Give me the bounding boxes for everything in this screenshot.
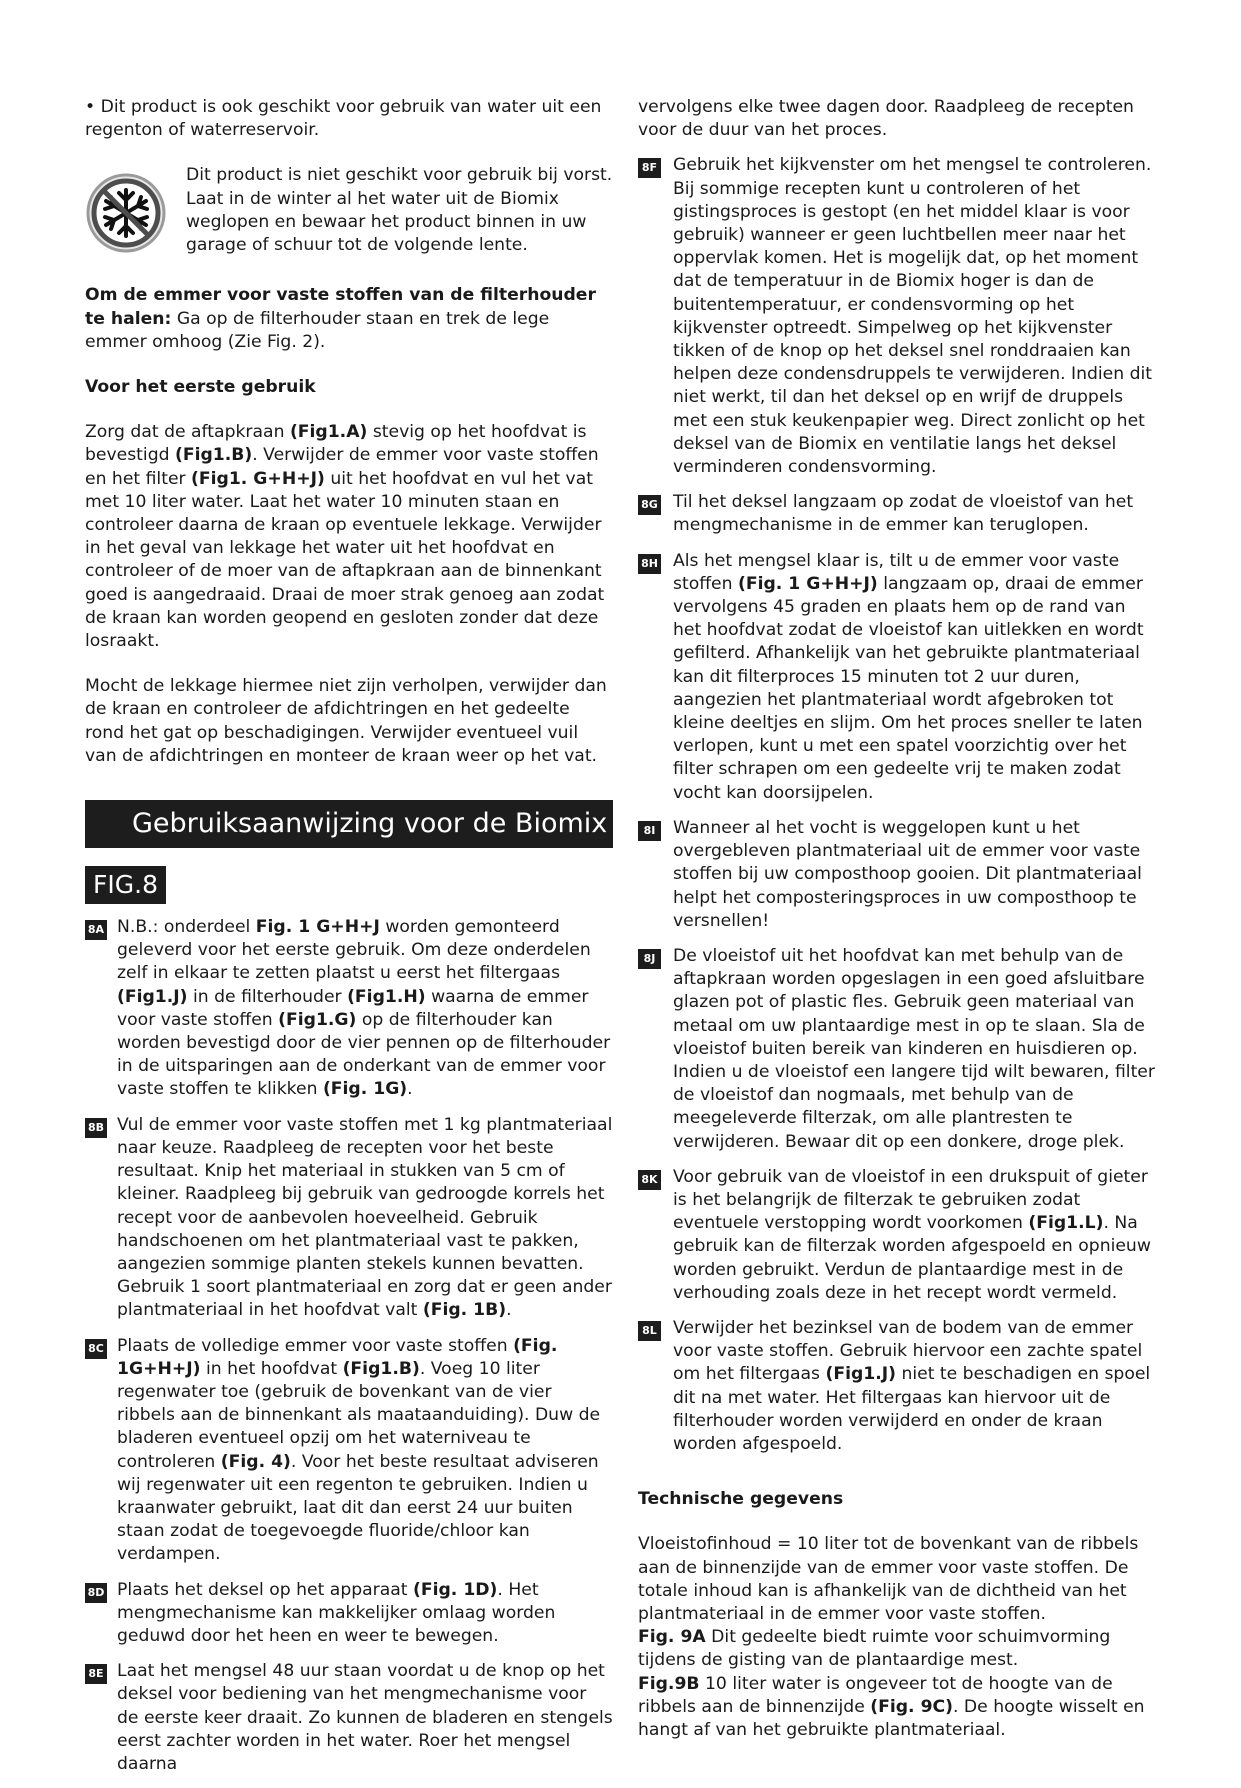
- step-text: [673, 550, 1158, 805]
- bold-reference: (Fig1.J): [825, 1364, 896, 1385]
- step-text: [673, 154, 1158, 479]
- text-run: Zorg dat de aftapkraan: [85, 422, 290, 443]
- bold-reference: (Fig1.L): [1028, 1213, 1104, 1234]
- remove-bucket-text: Ga op de filterhouder staan en trek de lege emmer omhoog (Zie Fig. 2).: [85, 308, 550, 352]
- text-run: Wanneer al het vocht is weggelopen kunt u het overgebleven plantmateriaal uit de emmer voor vaste stoffen bij uw composthoop gooien. Dit plantmateriaal helpt het composteringsproces in uw composthoop te versnellen!: [673, 817, 1142, 931]
- first-use-paragraph-1: [85, 421, 613, 653]
- remove-bucket-paragraph: [85, 284, 613, 354]
- bold-reference: (Fig. 9C): [870, 1696, 953, 1717]
- left-column: [85, 96, 613, 1788]
- text-run: in het hoofdvat: [200, 1358, 343, 1379]
- bold-reference: (Fig1.B): [174, 445, 253, 466]
- tech-paragraph: [638, 1533, 1158, 1742]
- bold-reference: (Fig. 1B): [422, 1300, 507, 1321]
- step-label-badge: 8B: [85, 1118, 107, 1138]
- step-text: [117, 1114, 613, 1323]
- step-label-badge: 8J: [638, 949, 661, 969]
- step-8c: [85, 1335, 613, 1567]
- text-run: . De hoogte wisselt en hangt af van het gebruikte plantmateriaal.: [638, 1696, 1145, 1740]
- right-column: [638, 96, 1158, 1742]
- step-text: [117, 1660, 613, 1776]
- continuation-text: vervolgens elke twee dagen door. Raadpleeg de recepten voor de duur van het proces.: [638, 97, 1134, 141]
- text-run: .: [506, 1300, 512, 1321]
- intro-bullet: • Dit product is ook geschikt voor gebruik van water uit een regenton of waterreservoir.: [85, 97, 602, 141]
- text-run: worden gemonteerd geleverd voor het eerste gebruik. Om deze onderdelen zelf in elkaar te zetten plaatst u eerst het filtergaas: [117, 917, 591, 984]
- text-run: .: [407, 1079, 413, 1100]
- tech-heading: Technische gegevens: [638, 1489, 844, 1510]
- text-run: stevig op het hoofdvat is bevestigd: [85, 422, 587, 466]
- step-text: [117, 916, 613, 1102]
- text-run: Gebruik het kijkvenster om het mengsel te controleren. Bij sommige recepten kunt u controleren of het gistingsproces is gestopt (en het middel klaar is voor gebruik) wanneer er geen luchtbellen meer naar het oppervlak komen. Het is mogelijk dat, op het moment dat de temperatuur in de Biomix hoger is dan de buitentemperatuur, er condensvorming op het kijkvenster optreedt. Simpelweg op het kijkvenster tikken of de knop op het deksel snel ronddraaien kan helpen deze condensdruppels te verwijderen. Indien dit niet werkt, til dan het deksel op en wrijf de druppels met een stuk keukenpapier weg. Direct zonlicht op het deksel van de Biomix en ventilatie langs het deksel verminderen condensvorming.: [673, 155, 1153, 478]
- text-run: in de filterhouder: [187, 986, 348, 1007]
- fig-label: FIG.8: [85, 866, 166, 904]
- bold-reference: (Fig. 1G+H+J): [117, 1335, 558, 1379]
- step-8d: [85, 1579, 613, 1649]
- bold-reference: (Fig1.H): [347, 986, 426, 1007]
- step-8j: [638, 945, 1158, 1154]
- text-run: . Na gebruik kan de filterzak worden afgespoeld en opnieuw worden gebruikt. Verdun de plantaardige mest in de verhouding zoals deze in het recept wordt vermeld.: [673, 1213, 1151, 1303]
- remove-bucket-bold: Om de emmer voor vaste stoffen van de filterhouder te halen:: [85, 285, 596, 329]
- text-run: De vloeistof uit het hoofdvat kan met behulp van de aftapkraan worden opgeslagen in een goed afsluitbare glazen pot of plastic fles. Gebruik geen materiaal van metaal om uw plantaardige mest in op te slaan. Sla de vloeistof buiten bereik van kinderen en huisdieren op. Indien u de vloeistof een langere tijd wilt bewaren, filter de vloeistof dan nogmaals, met behulp van de meegeleverde filterzak, om alle plantresten te verwijderen. Bewaar dit op een donkere, droge plek.: [673, 945, 1155, 1152]
- step-label-badge: 8F: [638, 158, 661, 178]
- step-text: [673, 491, 1158, 537]
- step-8i: [638, 817, 1158, 933]
- bold-reference: (Fig. 1 G+H+J): [737, 573, 878, 594]
- text-run: . Voeg 10 liter regenwater toe (gebruik de bovenkant van de vier ribbels aan de binnenkant als maataanduiding). Duw de bladeren eventueel opzij om het waterniveau te controleren: [117, 1358, 601, 1472]
- text-run: Vloeistofinhoud = 10 liter tot de bovenkant van de ribbels aan de binnenzijde van de emmer voor vaste stoffen. De totale inhoud kan is afhankelijk van de dichtheid van het plantmateriaal in de emmer voor vaste stoffen.: [638, 1534, 1139, 1624]
- bold-reference: (Fig1.J): [117, 986, 188, 1007]
- frost-warning: [85, 164, 613, 260]
- step-8k: [638, 1166, 1158, 1305]
- text-run: 10 liter water is ongeveer tot de hoogte van de ribbels aan de binnenzijde: [638, 1673, 1113, 1717]
- bold-reference: (Fig1. G+H+J): [191, 468, 325, 489]
- text-run: Laat het mengsel 48 uur staan voordat u de knop op het deksel voor bediening van het mengmechanisme voor de eerste keer draait. Zo kunnen de bladeren en stengels eerst zachter worden in het water. Roer het mengsel daarna: [117, 1661, 613, 1774]
- text-run: Plaats de volledige emmer voor vaste stoffen: [117, 1335, 514, 1356]
- bold-reference: (Fig. 1D): [413, 1579, 498, 1600]
- step-text: [117, 1335, 613, 1567]
- section-banner: Gebruiksaanwijzing voor de Biomix: [85, 800, 613, 848]
- step-text: [673, 1317, 1158, 1456]
- bold-reference: Fig. 9A: [638, 1627, 706, 1648]
- step-label-badge: 8H: [638, 554, 661, 574]
- step-8a: [85, 916, 613, 1102]
- text-run: uit het hoofdvat en vul het vat met 10 liter water. Laat het water 10 minuten staan en controleer daarna de kraan op eventuele lekkage. Verwijder in het geval van lekkage het water uit het hoofdvat en controleer of de moer van de aftapkraan aan de binnenkant goed is aangedraaid. Draai de moer strak genoeg aan zodat de kraan kan worden geopend en gesloten zonder dat deze losraakt.: [85, 468, 605, 652]
- text-run: . Het mengmechanisme kan makkelijker omlaag worden geduwd door het heen en weer te bewegen.: [117, 1579, 556, 1646]
- step-text: [117, 1579, 613, 1649]
- text-run: langzaam op, draai de emmer vervolgens 45 graden en plaats hem op de rand van het hoofdvat zodat de vloeistof kan uitlekken en wordt gefilterd. Afhankelijk van het gebruikte plantmateriaal kan dit filterproces 15 minuten tot 2 uur duren, aangezien het plantmateriaal wordt afgebroken tot kleine deeltjes en slijm. Om het proces sneller te laten verlopen, kunt u met een spatel voorzichtig over het filter schrapen om een gedeelte vrij te maken zodat vocht kan doorsijpelen.: [673, 573, 1144, 803]
- step-label-badge: 8D: [85, 1583, 107, 1603]
- step-text: [673, 1166, 1158, 1305]
- frost-warning-text: Dit product is niet geschikt voor gebruik bij vorst. Laat in de winter al het water uit de Biomix weglopen en bewaar het product binnen in uw garage of schuur tot de volgende lente.: [186, 165, 613, 256]
- step-label-badge: 8K: [638, 1170, 661, 1190]
- bold-reference: (Fig1.G): [278, 1009, 357, 1030]
- text-run: Dit gedeelte biedt ruimte voor schuimvorming tijdens de gisting van de plantaardige mest.: [638, 1627, 1111, 1671]
- no-frost-snowflake-icon: [85, 172, 167, 254]
- bold-reference: (Fig. 4): [220, 1451, 291, 1472]
- bold-reference: (Fig1.A): [289, 422, 368, 443]
- text-run: Als het mengsel klaar is, tilt u de emmer voor vaste stoffen: [673, 550, 1120, 594]
- step-label-badge: 8A: [85, 920, 107, 940]
- step-text: [673, 817, 1158, 933]
- text-run: op de filterhouder kan worden bevestigd door de vier pennen op de filterhouder in de uitsparingen aan de onderkant van de emmer voor vaste stoffen te klikken: [117, 1009, 611, 1100]
- text-run: . Voor het beste resultaat adviseren wij regenwater uit een regenton te gebruiken. Indien u kraanwater gebruikt, laat dit dan eerst 24 uur buiten staan zodat de toegevoegde fluoride/chloor kan verdampen.: [117, 1451, 599, 1565]
- bold-reference: (Fig. 1G): [322, 1079, 408, 1100]
- step-label-badge: 8C: [85, 1339, 107, 1359]
- right-steps-list: [638, 154, 1158, 1456]
- text-run: Plaats het deksel op het apparaat: [117, 1579, 414, 1600]
- bold-reference: Fig. 1 G+H+J: [255, 917, 380, 938]
- text-run: niet te beschadigen en spoel dit na met water. Het filtergaas kan hiervoor uit de filterhouder worden verwijderd en onder de kraan worden afgespoeld.: [673, 1364, 1151, 1454]
- first-use-paragraph-2: Mocht de lekkage hiermee niet zijn verholpen, verwijder dan de kraan en controleer de afdichtringen en het gedeelte rond het gat op beschadigingen. Verwijder eventueel vuil van de afdichtringen en monteer de kraan weer op het vat.: [85, 676, 607, 766]
- step-8f: [638, 154, 1158, 479]
- text-run: Verwijder het bezinksel van de bodem van de emmer voor vaste stoffen. Gebruik hiervoor een zachte spatel om het filtergaas: [673, 1317, 1143, 1385]
- left-steps-list: [85, 916, 613, 1776]
- text-run: Vul de emmer voor vaste stoffen met 1 kg plantmateriaal naar keuze. Raadpleeg de recepten voor het beste resultaat. Knip het materiaal in stukken van 5 cm of kleiner. Raadpleeg bij gebruik van gedroogde korrels het recept voor de aanbevolen hoeveelheid. Gebruik handschoenen om het plantmateriaal vast te pakken, aangezien sommige planten stekels kunnen bevatten. Gebruik 1 soort plantmateriaal en zorg dat er geen ander plantmateriaal in het hoofdvat valt: [117, 1114, 613, 1321]
- step-8e: [85, 1660, 613, 1776]
- step-8g: [638, 491, 1158, 537]
- text-run: Voor gebruik van de vloeistof in een drukspuit of gieter is het belangrijk de filterzak te gebruiken zodat eventuele verstopping wordt voorkomen: [673, 1166, 1148, 1234]
- step-label-badge: 8E: [85, 1664, 107, 1684]
- step-label-badge: 8I: [638, 821, 661, 841]
- text-run: waarna de emmer voor vaste stoffen: [117, 986, 589, 1030]
- bold-reference: Fig.9B: [638, 1673, 700, 1694]
- text-run: Til het deksel langzaam op zodat de vloeistof van het mengmechanisme in de emmer kan teruglopen.: [673, 492, 1134, 536]
- step-8l: [638, 1317, 1158, 1456]
- step-text: [673, 945, 1158, 1154]
- step-label-badge: 8G: [638, 495, 661, 515]
- step-8h: [638, 550, 1158, 805]
- text-run: N.B.: onderdeel: [117, 917, 256, 938]
- text-run: . Verwijder de emmer voor vaste stoffen en het filter: [85, 445, 599, 489]
- step-8b: [85, 1114, 613, 1323]
- step-label-badge: 8L: [638, 1321, 661, 1341]
- first-use-heading: Voor het eerste gebruik: [85, 377, 316, 398]
- bold-reference: (Fig1.B): [342, 1358, 420, 1379]
